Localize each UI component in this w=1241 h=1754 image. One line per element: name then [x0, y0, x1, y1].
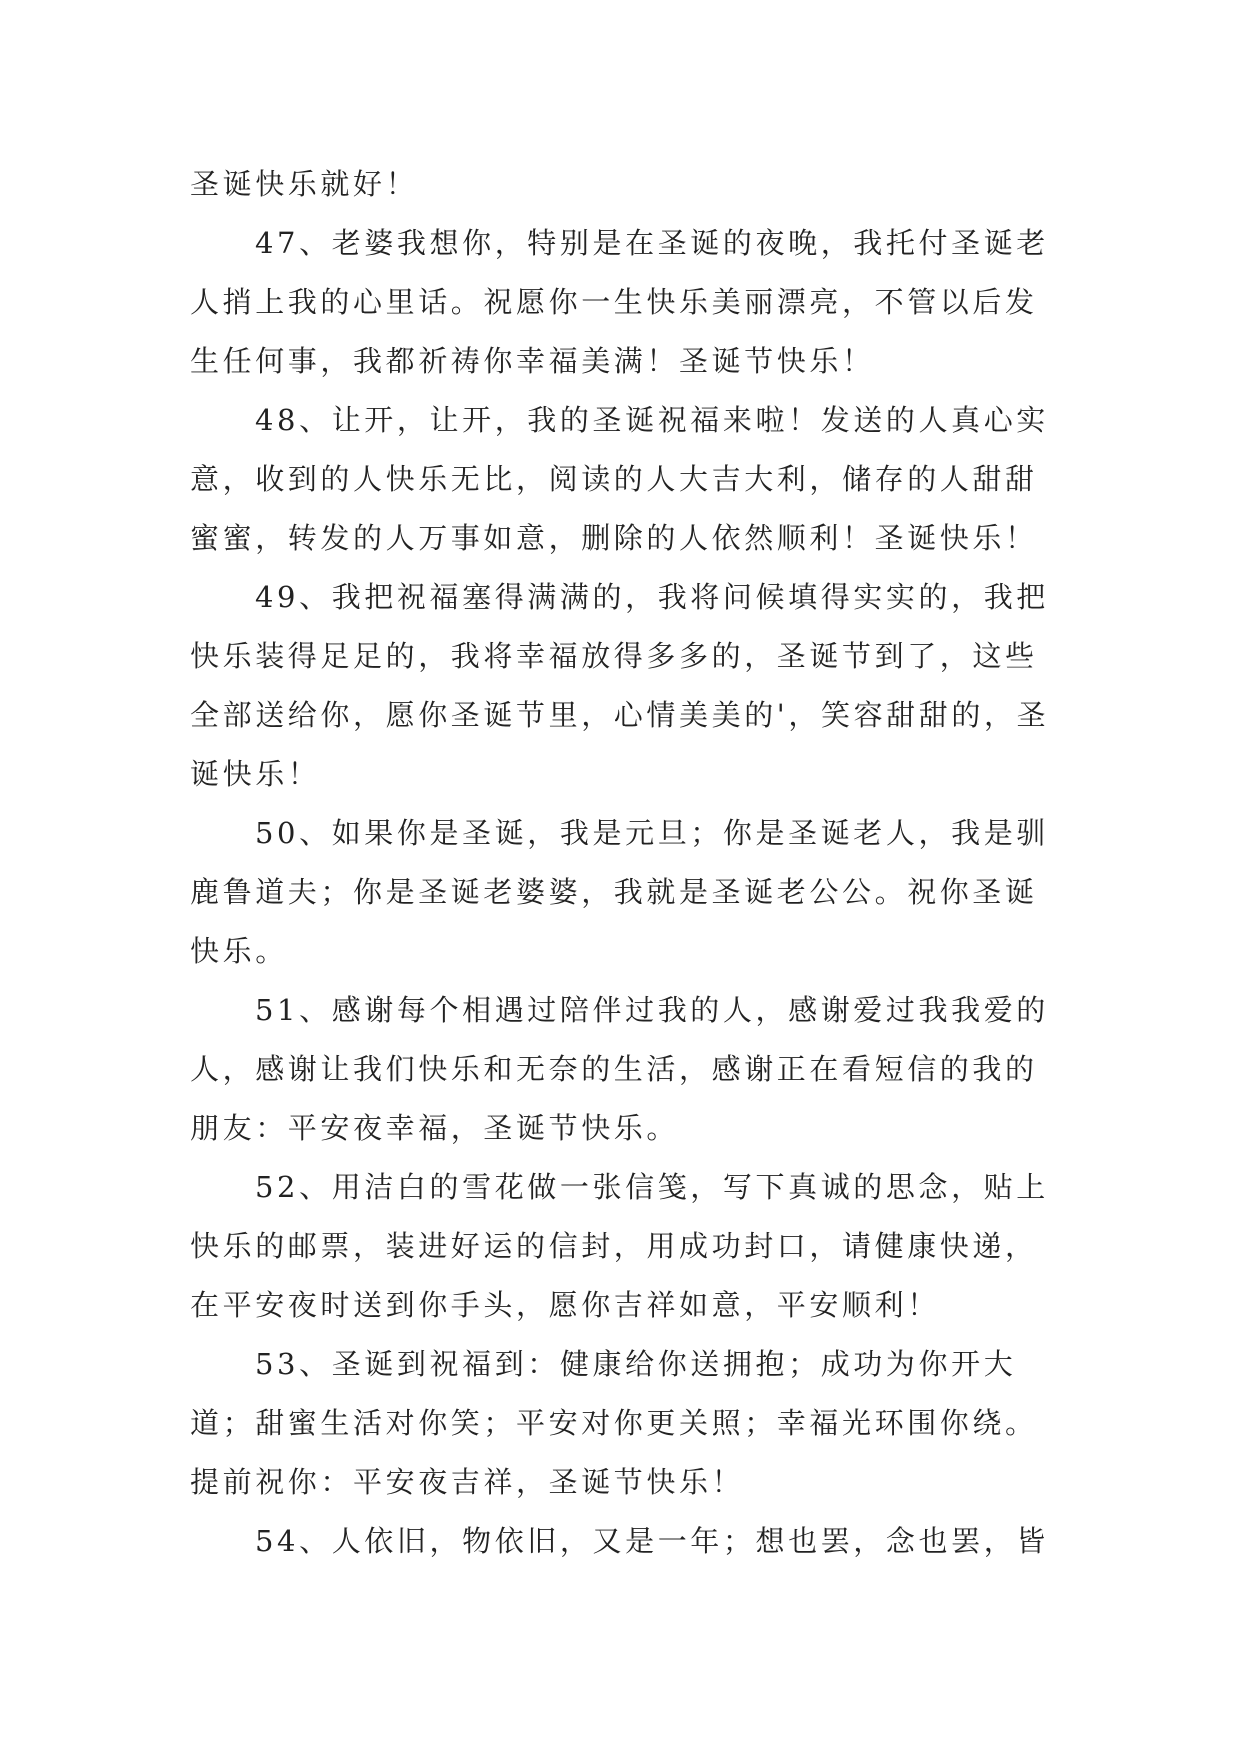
paragraph-51: 51、感谢每个相遇过陪伴过我的人，感谢爱过我我爱的人，感谢让我们快乐和无奈的生活，感谢正在看短信的我的朋友：平安夜幸福，圣诞节快乐。 [190, 993, 1049, 1145]
paragraph-47: 47、老婆我想你，特别是在圣诞的夜晚，我托付圣诞老人捎上我的心里话。祝愿你一生快乐美丽漂亮，不管以后发生任何事，我都祈祷你幸福美满！圣诞节快乐！ [190, 226, 1049, 378]
document-body [190, 155, 1070, 1571]
paragraph-50: 50、如果你是圣诞，我是元旦；你是圣诞老人，我是驯鹿鲁道夫；你是圣诞老婆婆，我就是圣诞老公公。祝你圣诞快乐。 [190, 816, 1049, 968]
paragraph-49: 49、我把祝福塞得满满的，我将问候填得实实的，我把快乐装得足足的，我将幸福放得多多的，圣诞节到了，这些全部送给你，愿你圣诞节里，心情美美的'，笑容甜甜的，圣诞快乐！ [190, 580, 1050, 791]
paragraph-46-continuation: 圣诞快乐就好！ [190, 167, 419, 201]
paragraph-48: 48、让开，让开，我的圣诞祝福来啦！发送的人真心实意，收到的人快乐无比，阅读的人大吉大利，储存的人甜甜蜜蜜，转发的人万事如意，删除的人依然顺利！圣诞快乐！ [190, 403, 1049, 555]
paragraph-53: 53、圣诞到祝福到：健康给你送拥抱；成功为你开大道；甜蜜生活对你笑；平安对你更关照；幸福光环围你绕。提前祝你：平安夜吉祥，圣诞节快乐！ [190, 1347, 1038, 1499]
paragraph-52: 52、用洁白的雪花做一张信笺，写下真诚的思念，贴上快乐的邮票，装进好运的信封，用成功封口，请健康快递，在平安夜时送到你手头，愿你吉祥如意，平安顺利！ [190, 1170, 1049, 1322]
paragraph-54: 54、人依旧，物依旧，又是一年；想也罢，念也罢，皆 [255, 1524, 1049, 1558]
